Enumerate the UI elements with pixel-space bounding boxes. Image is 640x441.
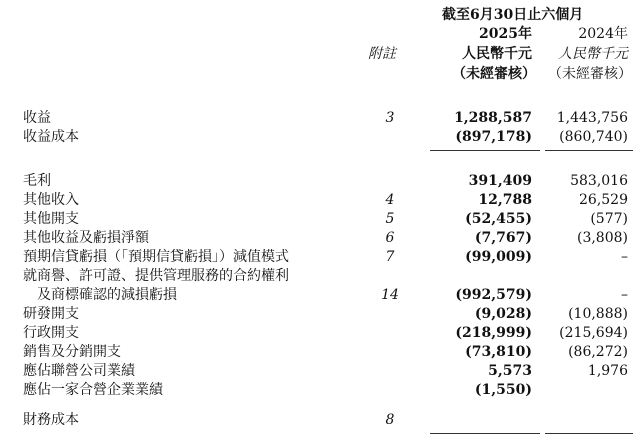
row-value-2024: (3,808)	[576, 230, 628, 246]
year-2025-heading: 2025年	[479, 26, 532, 42]
row-value-2025: (99,009)	[465, 249, 532, 265]
row-value-2024: 583,016	[570, 173, 628, 189]
row-value-2024: 1,976	[587, 363, 628, 379]
row-value-2025: 5,573	[488, 363, 532, 379]
row-value-2024: 1,443,756	[556, 110, 628, 126]
table-row	[0, 267, 640, 285]
table-row	[0, 324, 640, 342]
row-value-2025: (218,999)	[455, 325, 532, 341]
row-value-2025: 1,288,587	[454, 110, 532, 126]
note-column-heading: 附註	[368, 46, 396, 62]
row-note: 5	[385, 211, 395, 227]
table-row	[0, 248, 640, 266]
row-label: 應佔聯營公司業績	[23, 363, 135, 379]
table-row	[0, 172, 640, 190]
row-label: 銷售及分銷開支	[23, 344, 121, 360]
row-label: 行政開支	[23, 325, 79, 341]
period-heading: 截至6月30日止六個月	[442, 7, 584, 23]
table-row	[0, 210, 640, 228]
row-value-2024: (86,272)	[568, 344, 628, 360]
row-value-2025: (9,028)	[474, 306, 532, 322]
bottom-rule-2025	[430, 433, 540, 434]
row-value-2025: (52,455)	[465, 211, 532, 227]
year-2024-heading: 2024年	[578, 26, 628, 42]
row-value-2024: (215,694)	[559, 325, 628, 341]
table-row	[0, 381, 640, 399]
row-value-2025: (1,550)	[474, 382, 532, 398]
unit-2025-heading: 人民幣千元	[462, 46, 532, 62]
row-note: 7	[385, 249, 395, 265]
audit-2024-heading: （未經審核）	[548, 66, 632, 82]
row-label: 應佔一家合營企業業績	[23, 382, 163, 398]
row-note: 3	[385, 110, 395, 126]
table-row	[0, 362, 640, 380]
row-label: 其他開支	[23, 211, 79, 227]
subtotal-rule-2024	[545, 150, 633, 151]
table-row	[0, 411, 640, 429]
table-row	[0, 229, 640, 247]
row-label: 財務成本	[23, 412, 79, 428]
table-row	[0, 286, 640, 304]
row-value-2024: (10,888)	[568, 306, 628, 322]
row-label: 其他收入	[23, 192, 79, 208]
row-label: 預期信貸虧損（「預期信貸虧損」）減值模式	[23, 249, 289, 265]
row-label: 就商譽、許可證、提供管理服務的合約權利	[23, 268, 289, 284]
row-label: 其他收益及虧損淨額	[23, 230, 149, 246]
row-note: 8	[385, 412, 395, 428]
row-note: 14	[381, 287, 399, 303]
row-value-2025: (7,767)	[474, 230, 532, 246]
audit-2025-heading: （未經審核）	[452, 66, 536, 82]
subtotal-rule-2025	[430, 150, 540, 151]
row-value-2025: 391,409	[468, 173, 532, 189]
row-value-2025: (73,810)	[465, 344, 532, 360]
row-note: 6	[385, 230, 395, 246]
row-value-2024: 26,529	[579, 192, 628, 208]
table-row	[0, 191, 640, 209]
row-value-2024: (577)	[590, 211, 628, 227]
table-row	[0, 128, 640, 146]
row-label: 毛利	[23, 173, 51, 189]
bottom-rule-2024	[545, 433, 633, 434]
unit-2024-heading: 人民幣千元	[558, 46, 628, 62]
row-value-2024: (860,740)	[559, 129, 628, 145]
row-value-2025: 12,788	[478, 192, 532, 208]
row-value-2025: (992,579)	[455, 287, 532, 303]
row-label: 收益	[23, 110, 51, 126]
row-value-2025: (897,178)	[455, 129, 532, 145]
row-note: 4	[385, 192, 395, 208]
row-value-2024: –	[621, 287, 628, 303]
table-row	[0, 343, 640, 361]
row-label: 研發開支	[23, 306, 79, 322]
row-value-2024: –	[621, 249, 628, 265]
row-label: 及商標確認的減損虧損	[37, 287, 177, 303]
table-row	[0, 305, 640, 323]
row-label: 收益成本	[23, 129, 79, 145]
table-row	[0, 109, 640, 127]
